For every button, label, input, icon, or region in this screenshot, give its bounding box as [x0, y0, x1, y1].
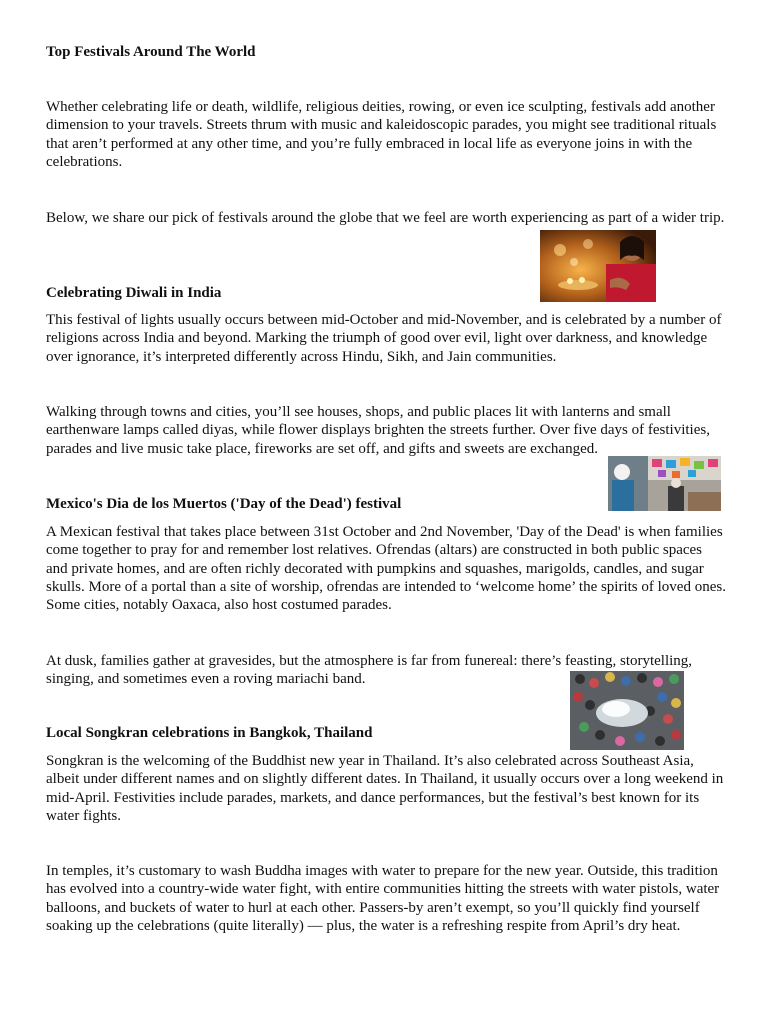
section-heading-songkran: Local Songkran celebrations in Bangkok, Thailand	[46, 725, 373, 741]
section-heading-diwali: Celebrating Diwali in India	[46, 285, 222, 301]
songkran-paragraph-2: In temples, it’s customary to wash Buddha images with water to prepare for the new year. Outside, this tradition has evolved into a country-wide water fight, with entire communities hitting the streets with water pistols, water balloons, and buckets of water to hurl at each other. Passers-by aren’t exempt, so you’ll quickly find yourself soaking up the celebrations (quite literally) — plus, the water is a refreshing respite from April’s dry heat.	[46, 863, 720, 934]
day-of-the-dead-paragraph-1: A Mexican festival that takes place between 31st October and 2nd November, 'Day of the Dead' is when families come together to pray for and remember lost relatives. Ofrendas (altars) are constructed in both public spaces and private homes, and are often richly decorated with pumpkins and squashes, marigolds, candles, and sugar skulls. More of a portal than a site of worship, ofrendas are intended to ‘welcome home’ the spirits of loved ones. Some cities, notably Oaxaca, also host costumed parades.	[46, 524, 726, 614]
day-of-the-dead-paragraph-2: At dusk, families gather at gravesides, but the atmosphere is far from funereal: there’s feasting, storytelling, singing, and sometimes even a roving mariachi band.	[46, 653, 693, 688]
intro-paragraph-1: Whether celebrating life or death, wildlife, religious deities, rowing, or even ice sculpting, festivals add another dimension to your travels. Streets thrum with music and kaleidoscopic parades, you might see traditional rituals that aren’t performed at any other time, and you’re fully embraced in local life as everyone joins in with the celebrations.	[46, 99, 717, 170]
section-heading-day-of-the-dead: Mexico's Dia de los Muertos ('Day of the Dead') festival	[46, 496, 402, 512]
intro-paragraph-2: Below, we share our pick of festivals around the globe that we feel are worth experiencing as part of a wider trip.	[46, 210, 725, 226]
diwali-paragraph-2: Walking through towns and cities, you’ll see houses, shops, and public places lit with lanterns and small earthenware lamps called diyas, while flower displays brighten the streets further. Over five days of festivities, parades and live music take place, fireworks are set off, and gifts and sweets are exchanged.	[46, 404, 710, 457]
document-title: Top Festivals Around The World	[46, 44, 256, 60]
songkran-paragraph-1: Songkran is the welcoming of the Buddhist new year in Thailand. It’s also celebrated across Southeast Asia, albeit under different names and on slightly different dates. In Thailand, it usually occurs over a long weekend in mid-April. Festivities include parades, markets, and dance performances, but the festival’s best known for its water fights.	[46, 753, 724, 824]
diwali-paragraph-1: This festival of lights usually occurs between mid-October and mid-November, and is celebrated by a number of religions across India and beyond. Marking the triumph of good over evil, light over darkness, and knowledge over ignorance, it’s interpreted differently across Hindu, Sikh, and Jain communities.	[46, 312, 722, 365]
